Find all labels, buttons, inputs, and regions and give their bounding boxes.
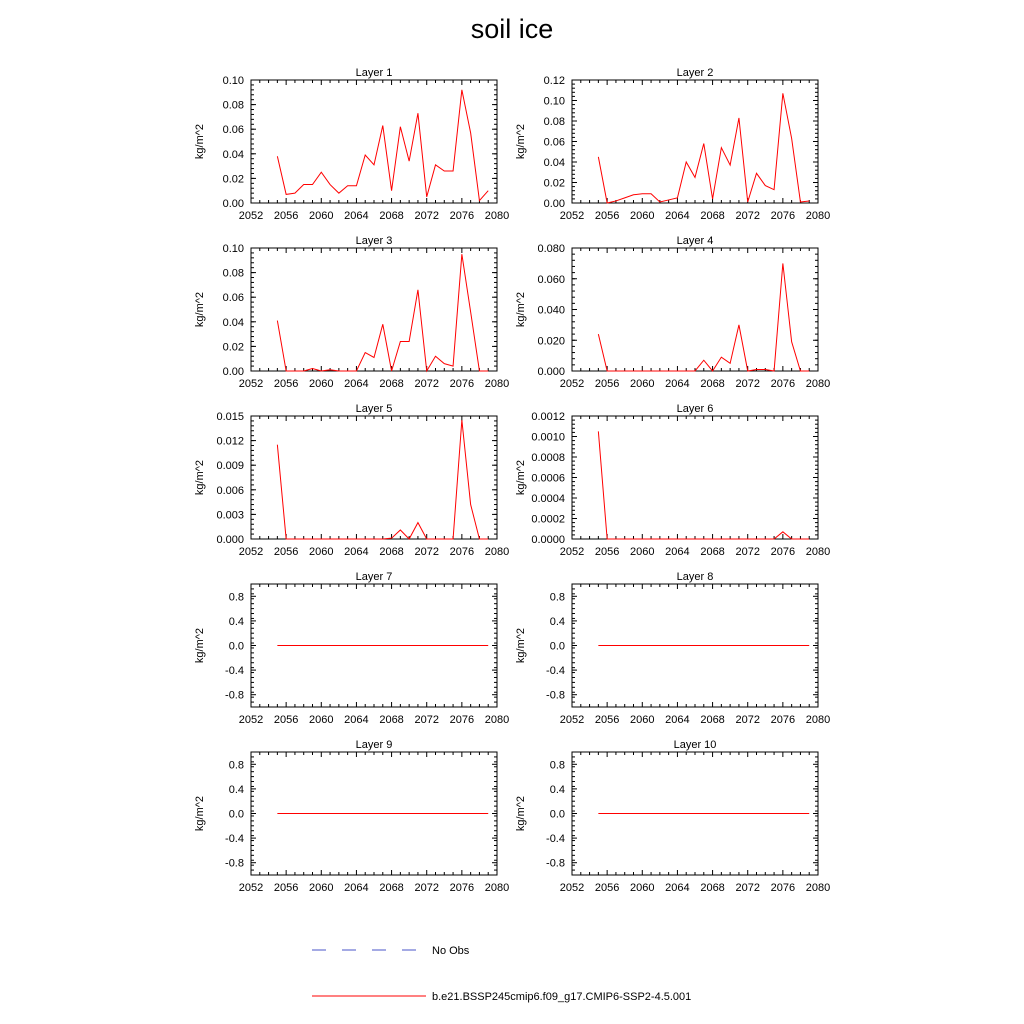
y-tick-label: 0.012 bbox=[216, 435, 244, 448]
y-tick-label: 0.08 bbox=[543, 116, 565, 128]
y-tick-label: 0.4 bbox=[549, 615, 565, 628]
series-line bbox=[277, 254, 488, 371]
y-tick-label: 0.009 bbox=[216, 460, 244, 473]
x-tick-label: 2080 bbox=[484, 882, 510, 894]
x-tick-label: 2076 bbox=[449, 210, 475, 222]
y-tick-label: 0.4 bbox=[228, 615, 244, 628]
x-tick-label: 2080 bbox=[484, 378, 510, 390]
y-tick-label: 0.12 bbox=[543, 75, 565, 87]
x-tick-label: 2064 bbox=[665, 378, 690, 390]
x-tick-label: 2064 bbox=[344, 714, 369, 726]
series-line bbox=[277, 420, 488, 539]
x-tick-label: 2064 bbox=[344, 378, 369, 390]
x-tick-label: 2052 bbox=[238, 546, 264, 558]
x-tick-label: 2060 bbox=[309, 210, 334, 222]
y-tick-label: -0.8 bbox=[546, 689, 565, 702]
x-tick-label: 2080 bbox=[805, 378, 831, 390]
y-axis-label: kg/m^2 bbox=[515, 795, 527, 832]
x-tick-label: 2064 bbox=[665, 714, 690, 726]
y-tick-label: 0.0004 bbox=[531, 493, 565, 505]
y-axis-label: kg/m^2 bbox=[194, 123, 206, 160]
y-tick-label: 0.04 bbox=[222, 148, 244, 161]
x-tick-label: 2064 bbox=[344, 882, 369, 894]
x-tick-label: 2072 bbox=[414, 378, 439, 390]
plot-frame bbox=[572, 80, 818, 203]
y-tick-label: 0.4 bbox=[228, 783, 244, 796]
y-tick-label: 0.006 bbox=[216, 484, 244, 497]
y-tick-label: 0.8 bbox=[549, 759, 565, 772]
y-tick-label: 0.8 bbox=[549, 591, 565, 604]
x-tick-label: 2080 bbox=[484, 210, 510, 222]
y-tick-label: 0.000 bbox=[216, 534, 244, 546]
legend-label-no-obs: No Obs bbox=[432, 945, 470, 957]
y-tick-label: 0.10 bbox=[543, 95, 565, 108]
x-tick-label: 2052 bbox=[559, 882, 585, 894]
y-axis-label: kg/m^2 bbox=[515, 291, 527, 328]
legend bbox=[312, 945, 691, 1003]
chart-panel bbox=[515, 67, 830, 222]
x-tick-label: 2056 bbox=[273, 546, 299, 558]
y-tick-label: 0.0012 bbox=[531, 411, 565, 423]
y-tick-label: 0.0002 bbox=[531, 513, 565, 526]
x-tick-label: 2076 bbox=[770, 378, 796, 390]
x-tick-label: 2064 bbox=[665, 210, 690, 222]
x-tick-label: 2076 bbox=[770, 882, 796, 894]
series-line bbox=[277, 90, 488, 201]
y-axis-label: kg/m^2 bbox=[515, 627, 527, 664]
y-tick-label: 0.040 bbox=[537, 304, 565, 317]
x-tick-label: 2076 bbox=[770, 210, 796, 222]
y-tick-label: 0.04 bbox=[222, 316, 244, 329]
x-tick-label: 2076 bbox=[449, 714, 475, 726]
x-tick-label: 2072 bbox=[735, 378, 760, 390]
y-tick-label: 0.08 bbox=[222, 99, 244, 112]
x-tick-label: 2080 bbox=[484, 546, 510, 558]
x-tick-label: 2056 bbox=[273, 882, 299, 894]
y-tick-label: -0.4 bbox=[225, 833, 244, 846]
y-tick-label: 0.06 bbox=[543, 136, 565, 149]
x-tick-label: 2052 bbox=[559, 210, 585, 222]
y-tick-label: 0.0 bbox=[549, 640, 565, 653]
y-tick-label: 0.00 bbox=[222, 198, 244, 210]
panel-title: Layer 5 bbox=[355, 403, 393, 415]
series-line bbox=[598, 431, 809, 539]
plot-frame bbox=[251, 416, 497, 539]
y-tick-label: 0.000 bbox=[537, 366, 565, 378]
panel-title: Layer 2 bbox=[676, 67, 714, 79]
x-tick-label: 2064 bbox=[665, 882, 690, 894]
y-tick-label: 0.0008 bbox=[531, 452, 565, 464]
y-axis-label: kg/m^2 bbox=[194, 291, 206, 328]
panel-title: Layer 3 bbox=[355, 235, 393, 247]
x-tick-label: 2056 bbox=[594, 378, 620, 390]
x-tick-label: 2052 bbox=[559, 714, 585, 726]
chart-panel bbox=[515, 571, 830, 726]
series-line bbox=[598, 263, 809, 371]
plot-frame bbox=[251, 80, 497, 203]
x-tick-label: 2068 bbox=[700, 378, 725, 390]
y-tick-label: 0.06 bbox=[222, 292, 244, 305]
y-tick-label: 0.08 bbox=[222, 267, 244, 280]
x-tick-label: 2076 bbox=[770, 546, 796, 558]
y-tick-label: 0.06 bbox=[222, 124, 244, 137]
y-axis-label: kg/m^2 bbox=[194, 459, 206, 496]
x-tick-label: 2068 bbox=[700, 210, 725, 222]
x-tick-label: 2056 bbox=[273, 210, 299, 222]
y-tick-label: 0.0010 bbox=[531, 431, 565, 444]
x-tick-label: 2068 bbox=[379, 210, 404, 222]
panel-title: Layer 8 bbox=[676, 571, 714, 583]
panel-title: Layer 6 bbox=[676, 403, 714, 415]
x-tick-label: 2056 bbox=[594, 546, 620, 558]
y-tick-label: 0.0 bbox=[228, 640, 244, 653]
y-tick-label: 0.8 bbox=[228, 759, 244, 772]
chart-panel bbox=[515, 235, 830, 390]
y-tick-label: 0.0000 bbox=[531, 534, 565, 546]
x-tick-label: 2080 bbox=[805, 546, 831, 558]
x-tick-label: 2052 bbox=[559, 378, 585, 390]
x-tick-label: 2052 bbox=[238, 210, 264, 222]
x-tick-label: 2052 bbox=[238, 378, 264, 390]
plot-frame bbox=[572, 248, 818, 371]
x-tick-label: 2052 bbox=[238, 882, 264, 894]
x-tick-label: 2056 bbox=[594, 882, 620, 894]
y-tick-label: 0.015 bbox=[216, 411, 244, 423]
panel-title: Layer 1 bbox=[355, 67, 393, 79]
x-tick-label: 2072 bbox=[735, 210, 760, 222]
x-tick-label: 2064 bbox=[344, 210, 369, 222]
x-tick-label: 2060 bbox=[630, 714, 655, 726]
x-tick-label: 2072 bbox=[414, 714, 439, 726]
y-tick-label: -0.4 bbox=[546, 833, 565, 846]
x-tick-label: 2060 bbox=[309, 378, 334, 390]
y-tick-label: -0.8 bbox=[546, 857, 565, 870]
y-tick-label: -0.8 bbox=[225, 689, 244, 702]
x-tick-label: 2056 bbox=[273, 714, 299, 726]
chart-panel bbox=[194, 739, 509, 894]
y-tick-label: -0.4 bbox=[546, 665, 565, 678]
x-tick-label: 2068 bbox=[379, 378, 404, 390]
x-tick-label: 2072 bbox=[735, 882, 760, 894]
y-tick-label: 0.0006 bbox=[531, 472, 565, 485]
plot-frame bbox=[251, 248, 497, 371]
x-tick-label: 2068 bbox=[379, 714, 404, 726]
y-tick-label: 0.02 bbox=[222, 173, 244, 186]
y-tick-label: 0.003 bbox=[216, 509, 244, 522]
x-tick-label: 2072 bbox=[414, 546, 439, 558]
chart-panel bbox=[515, 739, 830, 894]
x-tick-label: 2052 bbox=[238, 714, 264, 726]
x-tick-label: 2060 bbox=[630, 546, 655, 558]
y-tick-label: 0.10 bbox=[222, 243, 244, 255]
x-tick-label: 2080 bbox=[805, 882, 831, 894]
y-tick-label: 0.4 bbox=[549, 783, 565, 796]
x-tick-label: 2068 bbox=[379, 546, 404, 558]
series-line bbox=[598, 93, 809, 203]
y-tick-label: 0.080 bbox=[537, 243, 565, 255]
x-tick-label: 2052 bbox=[559, 546, 585, 558]
chart-panel bbox=[515, 403, 830, 558]
panel-title: Layer 9 bbox=[355, 739, 393, 751]
chart-panel bbox=[194, 235, 509, 390]
chart-panel bbox=[194, 403, 509, 558]
panels-layer bbox=[194, 67, 830, 894]
x-tick-label: 2080 bbox=[805, 714, 831, 726]
chart-panel bbox=[194, 67, 509, 222]
y-tick-label: 0.8 bbox=[228, 591, 244, 604]
x-tick-label: 2080 bbox=[805, 210, 831, 222]
y-tick-label: 0.00 bbox=[222, 366, 244, 378]
x-tick-label: 2060 bbox=[309, 714, 334, 726]
y-tick-label: 0.020 bbox=[537, 335, 565, 348]
panel-title: Layer 10 bbox=[673, 739, 717, 751]
y-tick-label: -0.8 bbox=[225, 857, 244, 870]
y-tick-label: 0.0 bbox=[228, 808, 244, 821]
y-tick-label: 0.04 bbox=[543, 157, 565, 169]
x-tick-label: 2056 bbox=[594, 714, 620, 726]
x-tick-label: 2064 bbox=[344, 546, 369, 558]
x-tick-label: 2068 bbox=[379, 882, 404, 894]
x-tick-label: 2060 bbox=[309, 546, 334, 558]
panel-title: Layer 7 bbox=[355, 571, 393, 583]
legend-label-model: b.e21.BSSP245cmip6.f09_g17.CMIP6-SSP2-4.5.001 bbox=[432, 991, 692, 1003]
x-tick-label: 2076 bbox=[449, 546, 475, 558]
x-tick-label: 2076 bbox=[770, 714, 796, 726]
y-tick-label: -0.4 bbox=[225, 665, 244, 678]
x-tick-label: 2060 bbox=[309, 882, 334, 894]
chart-panel bbox=[194, 571, 509, 726]
x-tick-label: 2060 bbox=[630, 378, 655, 390]
y-tick-label: 0.060 bbox=[537, 273, 565, 286]
x-tick-label: 2060 bbox=[630, 882, 655, 894]
figure-title: soil ice bbox=[470, 14, 554, 44]
y-axis-label: kg/m^2 bbox=[515, 123, 527, 160]
x-tick-label: 2072 bbox=[735, 546, 760, 558]
x-tick-label: 2056 bbox=[594, 210, 620, 222]
x-tick-label: 2072 bbox=[414, 210, 439, 222]
x-tick-label: 2080 bbox=[484, 714, 510, 726]
y-tick-label: 0.10 bbox=[222, 75, 244, 87]
x-tick-label: 2072 bbox=[735, 714, 760, 726]
y-tick-label: 0.02 bbox=[543, 177, 565, 190]
x-tick-label: 2064 bbox=[665, 546, 690, 558]
plot-frame bbox=[572, 416, 818, 539]
y-tick-label: 0.02 bbox=[222, 341, 244, 354]
x-tick-label: 2072 bbox=[414, 882, 439, 894]
x-tick-label: 2076 bbox=[449, 882, 475, 894]
y-axis-label: kg/m^2 bbox=[194, 795, 206, 832]
x-tick-label: 2076 bbox=[449, 378, 475, 390]
y-tick-label: 0.00 bbox=[543, 198, 565, 210]
panel-title: Layer 4 bbox=[676, 235, 714, 247]
y-tick-label: 0.0 bbox=[549, 808, 565, 821]
y-axis-label: kg/m^2 bbox=[515, 459, 527, 496]
x-tick-label: 2068 bbox=[700, 882, 725, 894]
x-tick-label: 2068 bbox=[700, 714, 725, 726]
x-tick-label: 2068 bbox=[700, 546, 725, 558]
x-tick-label: 2060 bbox=[630, 210, 655, 222]
y-axis-label: kg/m^2 bbox=[194, 627, 206, 664]
x-tick-label: 2056 bbox=[273, 378, 299, 390]
